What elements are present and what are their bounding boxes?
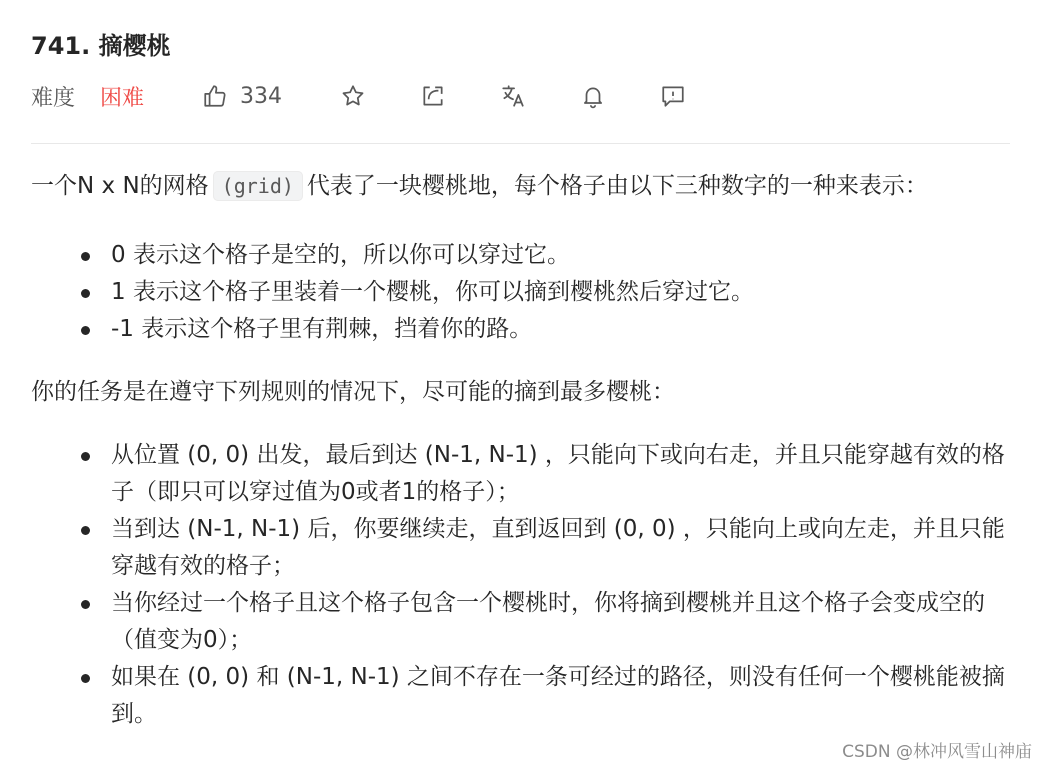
list-item: 从位置 (0, 0) 出发，最后到达 (N-1, N-1) ，只能向下或向右走，并且只能穿越有效的格子（即只可以穿过值为0或者1的格子）； — [31, 437, 1016, 511]
star-icon[interactable] — [338, 81, 368, 111]
problem-title: 741. 摘樱桃 — [31, 32, 171, 60]
intro-paragraph — [31, 168, 1016, 205]
list-item: 0 表示这个格子是空的，所以你可以穿过它。 — [31, 237, 1016, 274]
intro-text-before: 一个N x N的网格 — [31, 173, 209, 199]
rules-list — [31, 437, 1016, 733]
task-paragraph: 你的任务是在遵守下列规则的情况下，尽可能的摘到最多樱桃： — [31, 379, 675, 405]
problem-meta-bar — [31, 78, 688, 114]
inline-code-grid: (grid) — [213, 171, 303, 201]
translate-icon[interactable] — [498, 81, 528, 111]
intro-text-after: 代表了一块樱桃地，每个格子由以下三种数字的一种来表示： — [306, 173, 928, 199]
difficulty-badge: 困难 — [100, 85, 145, 111]
bell-icon[interactable] — [578, 81, 608, 111]
legend-list — [31, 237, 1016, 348]
list-item: 如果在 (0, 0) 和 (N-1, N-1) 之间不存在一条可经过的路径，则没有任何一个樱桃能被摘到。 — [31, 659, 1016, 733]
problem-description — [31, 168, 1016, 733]
like-button[interactable] — [200, 81, 338, 111]
difficulty-label: 难度 — [31, 85, 76, 111]
header-divider — [31, 143, 1010, 144]
list-item: 当到达 (N-1, N-1) 后，你要继续走，直到返回到 (0, 0) ，只能向上或向左走，并且只能穿越有效的格子； — [31, 511, 1016, 585]
list-item: -1 表示这个格子里有荆棘，挡着你的路。 — [31, 311, 1016, 348]
share-icon[interactable] — [418, 81, 448, 111]
list-item: 当你经过一个格子且这个格子包含一个樱桃时，你将摘到樱桃并且这个格子会变成空的（值变为0）； — [31, 585, 1016, 659]
list-item: 1 表示这个格子里装着一个樱桃，你可以摘到樱桃然后穿过它。 — [31, 274, 1016, 311]
like-count: 334 — [240, 83, 282, 109]
watermark: CSDN @林冲风雪山神庙 — [842, 742, 1032, 762]
thumbs-up-icon — [200, 81, 230, 111]
comment-icon[interactable] — [658, 81, 688, 111]
